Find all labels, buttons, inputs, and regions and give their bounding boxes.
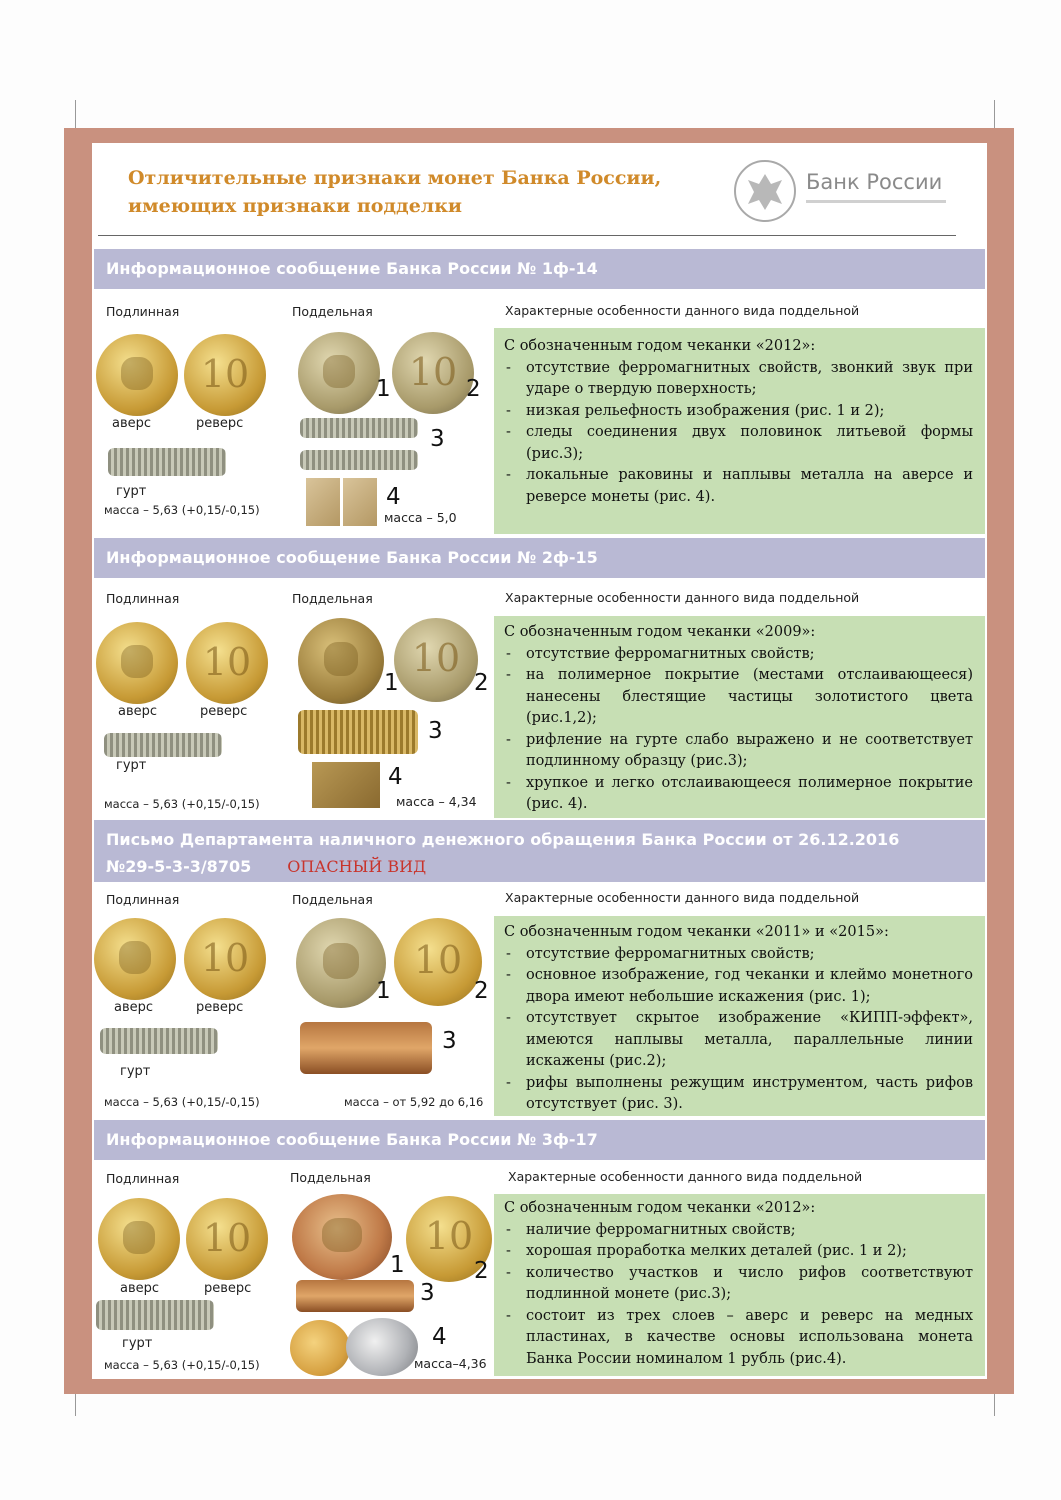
obverse-label: аверс <box>120 1281 160 1296</box>
genuine-mass: масса – 5,63 (+0,15/-0,15) <box>104 797 260 811</box>
section-2-features <box>494 616 985 818</box>
section-3-heading <box>94 820 985 882</box>
feature-item: - основное изображение, год чеканки и клеймо монетного двора имеют небольшие искажения (рис. 1); <box>504 965 973 1008</box>
col-features-label: Характерные особенности данного вида поддельной <box>505 890 860 905</box>
feature-item: - на полимерное покрытие (местами отслаивающееся) нанесены блестящие частицы золотистого цвета (рис.1,2); <box>504 665 973 730</box>
col-fake-label: Поддельная <box>290 1170 371 1185</box>
crop-mark <box>994 100 995 130</box>
feature-item: - состоит из трех слоев – аверс и реверс на медных пластинах, в качестве основы использована монета Банка России номиналом 1 рубль (рис.4). <box>504 1306 973 1371</box>
reverse-label: реверс <box>196 416 244 431</box>
figure-number-3: 3 <box>430 426 445 452</box>
section-4-features <box>494 1194 985 1376</box>
fake-obverse-coin <box>292 1194 392 1280</box>
edge-label: гурт <box>116 758 147 773</box>
genuine-edge-image <box>100 1028 218 1054</box>
edge-label: гурт <box>116 484 147 499</box>
genuine-reverse-coin: 10 <box>186 622 268 704</box>
fake-detail-image <box>312 762 380 808</box>
col-genuine-label: Подлинная <box>106 591 180 606</box>
section-4-heading <box>94 1120 985 1160</box>
section-2-heading <box>94 538 985 578</box>
bank-logo <box>734 158 974 224</box>
eagle-emblem-icon <box>734 160 796 222</box>
genuine-obverse-coin <box>96 622 178 704</box>
figure-number-1: 1 <box>390 1252 405 1278</box>
genuine-mass: масса – 5,63 (+0,15/-0,15) <box>104 1095 260 1109</box>
features-intro: С обозначенным годом чеканки «2012»: <box>504 1200 816 1216</box>
bank-subtitle-line <box>806 200 946 203</box>
feature-item: - рифление на гурте слабо выражено и не соответствует подлинному образцу (рис.3); <box>504 730 973 773</box>
genuine-obverse-coin <box>94 918 176 1000</box>
genuine-edge-image <box>96 1300 214 1330</box>
reverse-label: реверс <box>196 1000 244 1015</box>
features-intro: С обозначенным годом чеканки «2012»: <box>504 338 816 354</box>
feature-item: - хорошая проработка мелких деталей (рис. 1 и 2); <box>504 1241 973 1263</box>
genuine-edge-image <box>104 733 222 757</box>
reverse-label: реверс <box>200 704 248 719</box>
col-features-label: Характерные особенности данного вида поддельной <box>508 1169 863 1184</box>
section-3-doc-number: №29-5-3-3/8705 <box>106 857 252 876</box>
page-title <box>128 164 661 220</box>
genuine-mass: масса – 5,63 (+0,15/-0,15) <box>104 1358 260 1372</box>
fake-edge-image <box>300 1022 432 1074</box>
feature-item: - следы соединения двух половинок литьевой формы (рис.3); <box>504 422 973 465</box>
genuine-obverse-coin <box>98 1198 180 1280</box>
feature-item: - рифы выполнены режущим инструментом, часть рифов отсутствует (рис. 3). <box>504 1073 973 1116</box>
fake-mass: масса – 5,0 <box>384 510 457 525</box>
fake-obverse-coin <box>296 918 386 1008</box>
figure-number-1: 1 <box>376 376 391 402</box>
fake-reverse-coin: 10 <box>394 918 482 1006</box>
fake-mass: масса – от 5,92 до 6,16 <box>344 1095 484 1109</box>
fake-detail-image-2 <box>343 478 377 526</box>
fake-edge-image-2 <box>300 450 418 470</box>
genuine-reverse-coin: 10 <box>186 1198 268 1280</box>
fake-layer-copper-image <box>290 1320 350 1376</box>
fake-obverse-coin <box>298 618 384 704</box>
genuine-mass: масса – 5,63 (+0,15/-0,15) <box>104 503 260 517</box>
edge-label: гурт <box>120 1064 151 1079</box>
figure-number-3: 3 <box>428 718 443 744</box>
figure-number-3: 3 <box>420 1280 435 1306</box>
title-line-2: имеющих признаки подделки <box>128 195 463 217</box>
fake-edge-image <box>298 710 418 754</box>
section-1-features <box>494 328 985 534</box>
genuine-reverse-coin: 10 <box>184 334 266 416</box>
col-genuine-label: Подлинная <box>106 892 180 907</box>
feature-item: - хрупкое и легко отслаивающееся полимерное покрытие (рис. 4). <box>504 773 973 816</box>
crop-mark <box>75 100 76 130</box>
obverse-label: аверс <box>118 704 158 719</box>
section-4-heading-text: Информационное сообщение Банка России № 3ф-17 <box>106 1130 598 1149</box>
feature-item: - количество участков и число рифов соответствуют подлинной монете (рис.3); <box>504 1263 973 1306</box>
figure-number-1: 1 <box>384 670 399 696</box>
figure-number-2: 2 <box>474 670 489 696</box>
genuine-obverse-coin <box>96 334 178 416</box>
fake-mass: масса – 4,34 <box>396 794 477 809</box>
fake-obverse-coin <box>298 332 380 414</box>
figure-number-4: 4 <box>432 1324 447 1350</box>
reverse-label: реверс <box>204 1281 252 1296</box>
col-features-label: Характерные особенности данного вида поддельной <box>505 303 860 318</box>
title-line-1: Отличительные признаки монет Банка России, <box>128 167 662 189</box>
feature-item: - отсутствие ферромагнитных свойств; <box>504 944 973 966</box>
feature-item: - низкая рельефность изображения (рис. 1 и 2); <box>504 401 973 423</box>
col-fake-label: Поддельная <box>292 304 373 319</box>
genuine-reverse-coin: 10 <box>184 918 266 1000</box>
fake-mass: масса–4,36 <box>414 1356 487 1371</box>
section-3-features <box>494 916 985 1116</box>
figure-number-4: 4 <box>388 764 403 790</box>
bank-name: Банк России <box>806 170 943 194</box>
feature-item: - отсутствие ферромагнитных свойств; <box>504 644 973 666</box>
figure-number-2: 2 <box>466 376 481 402</box>
figure-number-3: 3 <box>442 1028 457 1054</box>
col-genuine-label: Подлинная <box>106 1171 180 1186</box>
obverse-label: аверс <box>114 1000 154 1015</box>
col-features-label: Характерные особенности данного вида поддельной <box>505 590 860 605</box>
col-fake-label: Поддельная <box>292 892 373 907</box>
obverse-label: аверс <box>112 416 152 431</box>
section-1-heading <box>94 249 985 289</box>
section-3-heading-text: Письмо Департамента наличного денежного обращения Банка России от 26.12.2016 <box>106 830 900 849</box>
col-fake-label: Поддельная <box>292 591 373 606</box>
feature-item: - локальные раковины и наплывы металла на аверсе и реверсе монеты (рис. 4). <box>504 465 973 508</box>
figure-number-4: 4 <box>386 484 401 510</box>
fake-detail-image-1 <box>306 478 340 526</box>
features-intro: С обозначенным годом чеканки «2009»: <box>504 624 816 640</box>
fake-reverse-coin: 10 <box>394 618 478 702</box>
fake-reverse-coin: 10 <box>406 1196 492 1282</box>
fake-layer-ruble-image <box>346 1318 418 1376</box>
section-2-heading-text: Информационное сообщение Банка России № 2ф-15 <box>106 548 598 567</box>
figure-number-1: 1 <box>376 978 391 1004</box>
feature-item: - отсутствие ферромагнитных свойств, звонкий звук при ударе о твердую поверхность; <box>504 358 973 401</box>
edge-label: гурт <box>122 1336 153 1351</box>
genuine-edge-image <box>108 448 226 476</box>
figure-number-2: 2 <box>474 978 489 1004</box>
danger-label: ОПАСНЫЙ ВИД <box>287 857 427 876</box>
fake-edge-image-1 <box>300 418 418 438</box>
title-divider <box>98 235 956 236</box>
section-1-heading-text: Информационное сообщение Банка России № 1ф-14 <box>106 259 598 278</box>
col-genuine-label: Подлинная <box>106 304 180 319</box>
features-intro: С обозначенным годом чеканки «2011» и «2015»: <box>504 924 889 940</box>
fake-reverse-coin: 10 <box>392 332 474 414</box>
figure-number-2: 2 <box>474 1258 489 1284</box>
fake-edge-image <box>296 1280 414 1312</box>
feature-item: - наличие ферромагнитных свойств; <box>504 1220 973 1242</box>
feature-item: - отсутствует скрытое изображение «КИПП-эффект», имеются наплывы металла, параллельные линии искажены (рис.2); <box>504 1008 973 1073</box>
